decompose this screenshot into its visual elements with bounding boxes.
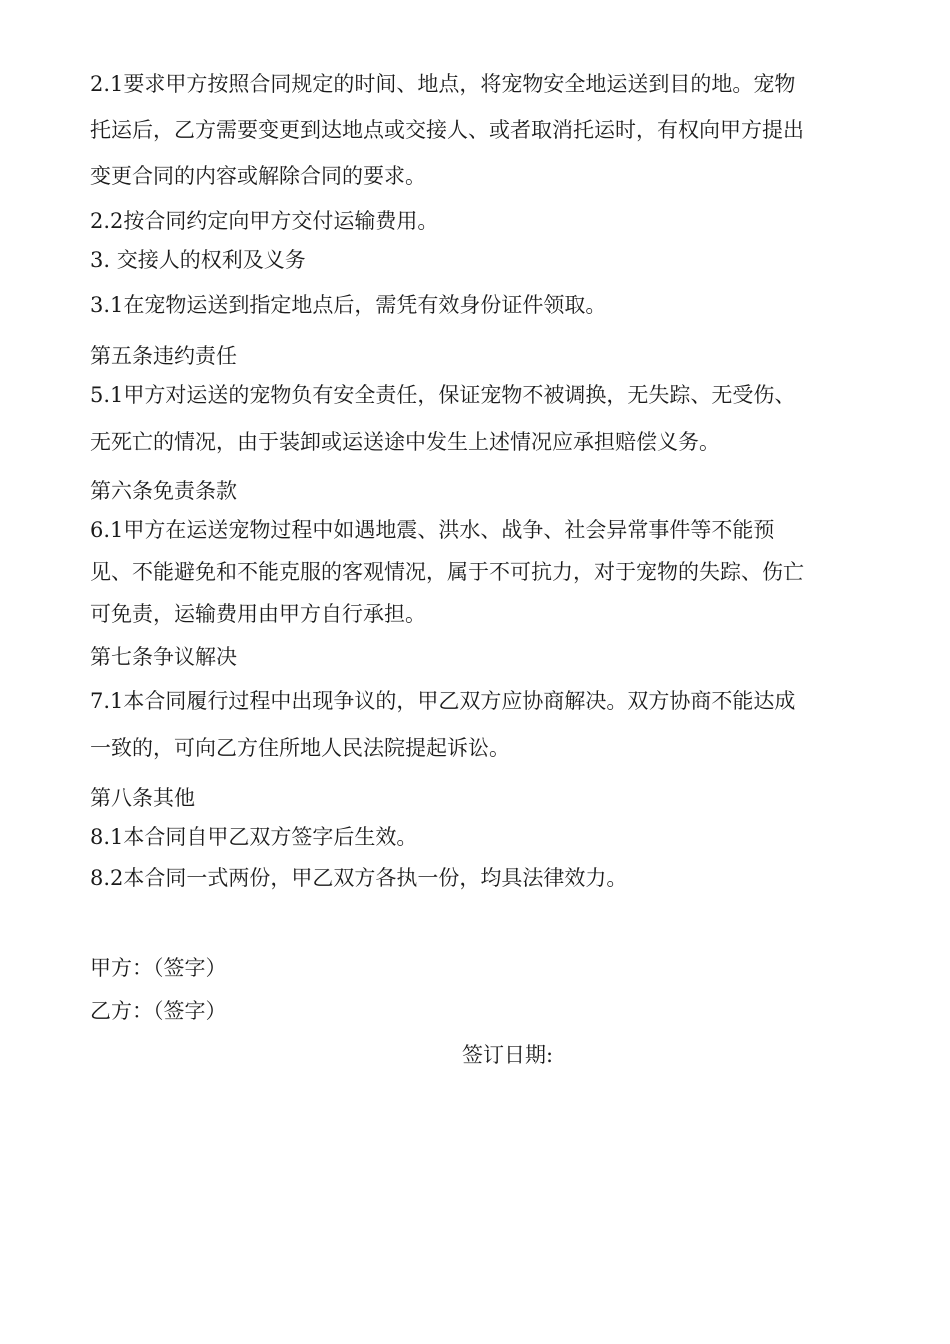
article-7-heading: 第七条争议解决 — [90, 645, 237, 669]
section-3-heading: 3. 交接人的权利及义务 — [90, 248, 306, 272]
clause-6-1-line-1: 6.1甲方在运送宠物过程中如遇地震、洪水、战争、社会异常事件等不能预 — [90, 518, 775, 542]
clause-6-1-line-3: 可免责，运输费用由甲方自行承担。 — [90, 602, 426, 626]
article-5-heading: 第五条违约责任 — [90, 344, 237, 368]
clause-5-1-line-2: 无死亡的情况，由于装卸或运送途中发生上述情况应承担赔偿义务。 — [90, 430, 720, 454]
clause-8-2: 8.2本合同一式两份，甲乙双方各执一份，均具法律效力。 — [90, 866, 628, 890]
clause-6-1-line-2: 见、不能避免和不能克服的客观情况，属于不可抗力，对于宠物的失踪、伤亡 — [90, 560, 804, 584]
clause-8-1: 8.1本合同自甲乙双方签字后生效。 — [90, 825, 418, 849]
signing-date-label: 签订日期: — [462, 1043, 554, 1067]
clause-2-1-line-2: 托运后，乙方需要变更到达地点或交接人、或者取消托运时，有权向甲方提出 — [90, 118, 804, 142]
article-8-heading: 第八条其他 — [90, 786, 195, 810]
clause-2-1-line-3: 变更合同的内容或解除合同的要求。 — [90, 164, 426, 188]
clause-3-1: 3.1在宠物运送到指定地点后，需凭有效身份证件领取。 — [90, 293, 607, 317]
party-a-signature: 甲方：（签字） — [90, 956, 227, 980]
clause-2-2: 2.2按合同约定向甲方交付运输费用。 — [90, 209, 439, 233]
clause-5-1-line-1: 5.1甲方对运送的宠物负有安全责任，保证宠物不被调换，无失踪、无受伤、 — [90, 383, 796, 407]
party-b-signature: 乙方：（签字） — [90, 999, 227, 1023]
clause-7-1-line-2: 一致的，可向乙方住所地人民法院提起诉讼。 — [90, 736, 510, 760]
clause-7-1-line-1: 7.1本合同履行过程中出现争议的，甲乙双方应协商解决。双方协商不能达成 — [90, 689, 796, 713]
article-6-heading: 第六条免责条款 — [90, 479, 237, 503]
clause-2-1-line-1: 2.1要求甲方按照合同规定的时间、地点，将宠物安全地运送到目的地。宠物 — [90, 72, 796, 96]
